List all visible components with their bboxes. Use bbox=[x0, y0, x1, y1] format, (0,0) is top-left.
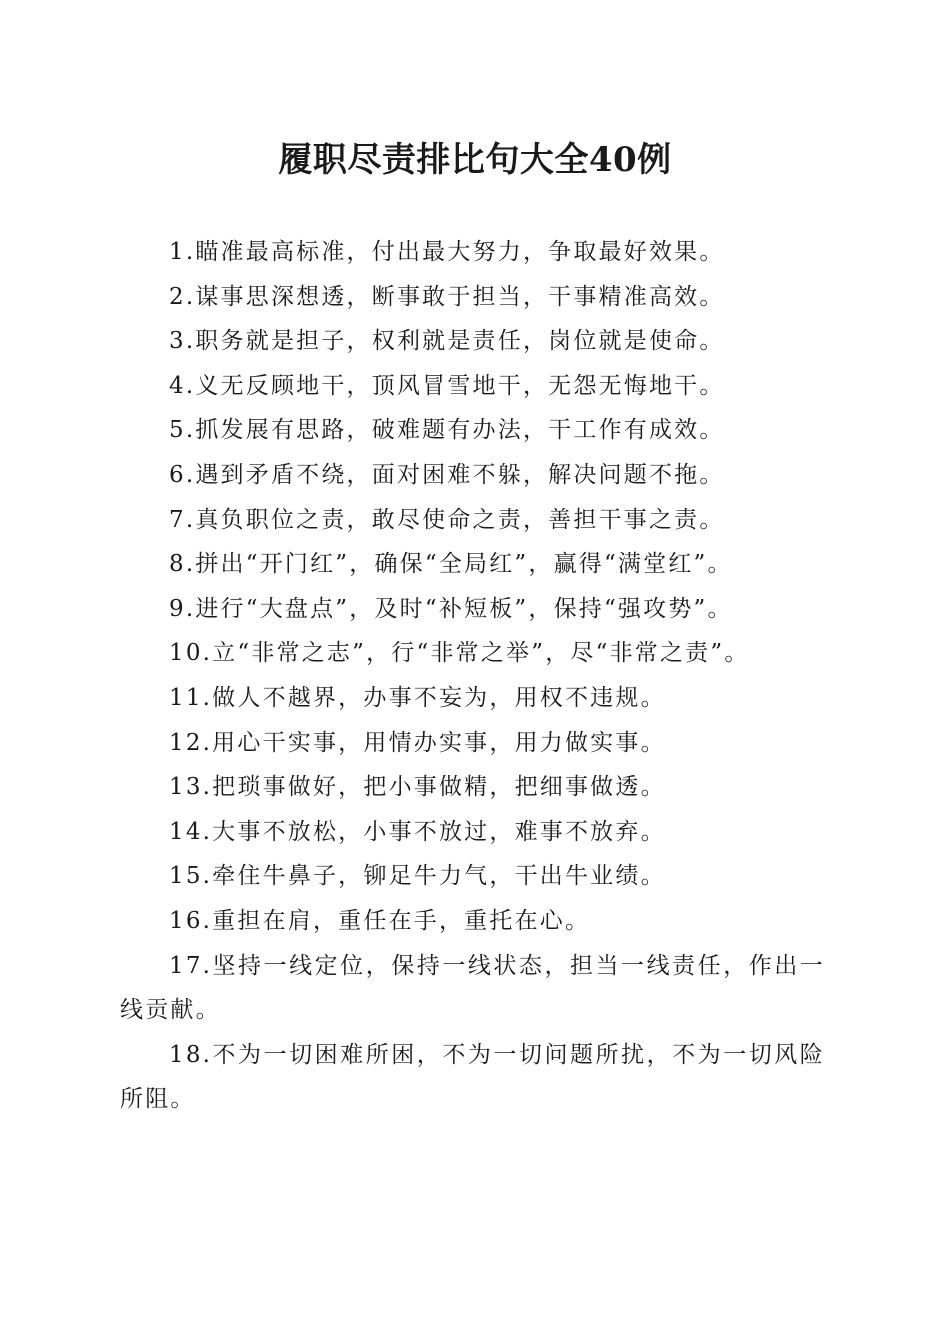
list-item: 11.做人不越界，办事不妄为，用权不违规。 bbox=[169, 684, 666, 711]
list-item: 15.牵住牛鼻子，铆足牛力气，干出牛业绩。 bbox=[169, 863, 666, 890]
list-item: 18.不为一切困难所困，不为一切问题所扰，不为一切风险所阻。 bbox=[120, 1041, 825, 1113]
list-item: 3.职务就是担子，权利就是责任，岗位就是使命。 bbox=[169, 328, 725, 355]
list-item: 7.真负职位之责，敢尽使命之责，善担干事之责。 bbox=[169, 506, 725, 533]
list-item: 4.义无反顾地干，顶风冒雪地干，无怨无悔地干。 bbox=[169, 372, 725, 399]
list-item: 17.坚持一线定位，保持一线状态，担当一线责任，作出一线贡献。 bbox=[120, 952, 825, 1024]
list-item: 1.瞄准最高标准，付出最大努力，争取最好效果。 bbox=[169, 239, 725, 265]
list-item: 9.进行“大盘点”，及时“补短板”，保持“强攻势”。 bbox=[169, 595, 733, 622]
document-body bbox=[120, 230, 825, 1122]
list-item: 16.重担在肩，重任在手，重托在心。 bbox=[169, 907, 591, 934]
list-item: 5.抓发展有思路，破难题有办法，干工作有成效。 bbox=[169, 417, 725, 444]
list-item: 12.用心干实事，用情办实事，用力做实事。 bbox=[169, 729, 666, 756]
list-item: 8.拼出“开门红”，确保“全局红”，赢得“满堂红”。 bbox=[169, 551, 733, 578]
list-item: 2.谋事思深想透，断事敢于担当，干事精准高效。 bbox=[169, 283, 725, 310]
list-item: 14.大事不放松，小事不放过，难事不放弃。 bbox=[169, 818, 666, 845]
document-title: 履职尽责排比句大全40例 bbox=[278, 140, 672, 180]
list-item: 10.立“非常之志”，行“非常之举”，尽“非常之责”。 bbox=[169, 640, 750, 667]
list-item: 6.遇到矛盾不绕，面对困难不躲，解决问题不拖。 bbox=[169, 461, 725, 488]
list-item: 13.把琐事做好，把小事做精，把细事做透。 bbox=[169, 774, 666, 801]
